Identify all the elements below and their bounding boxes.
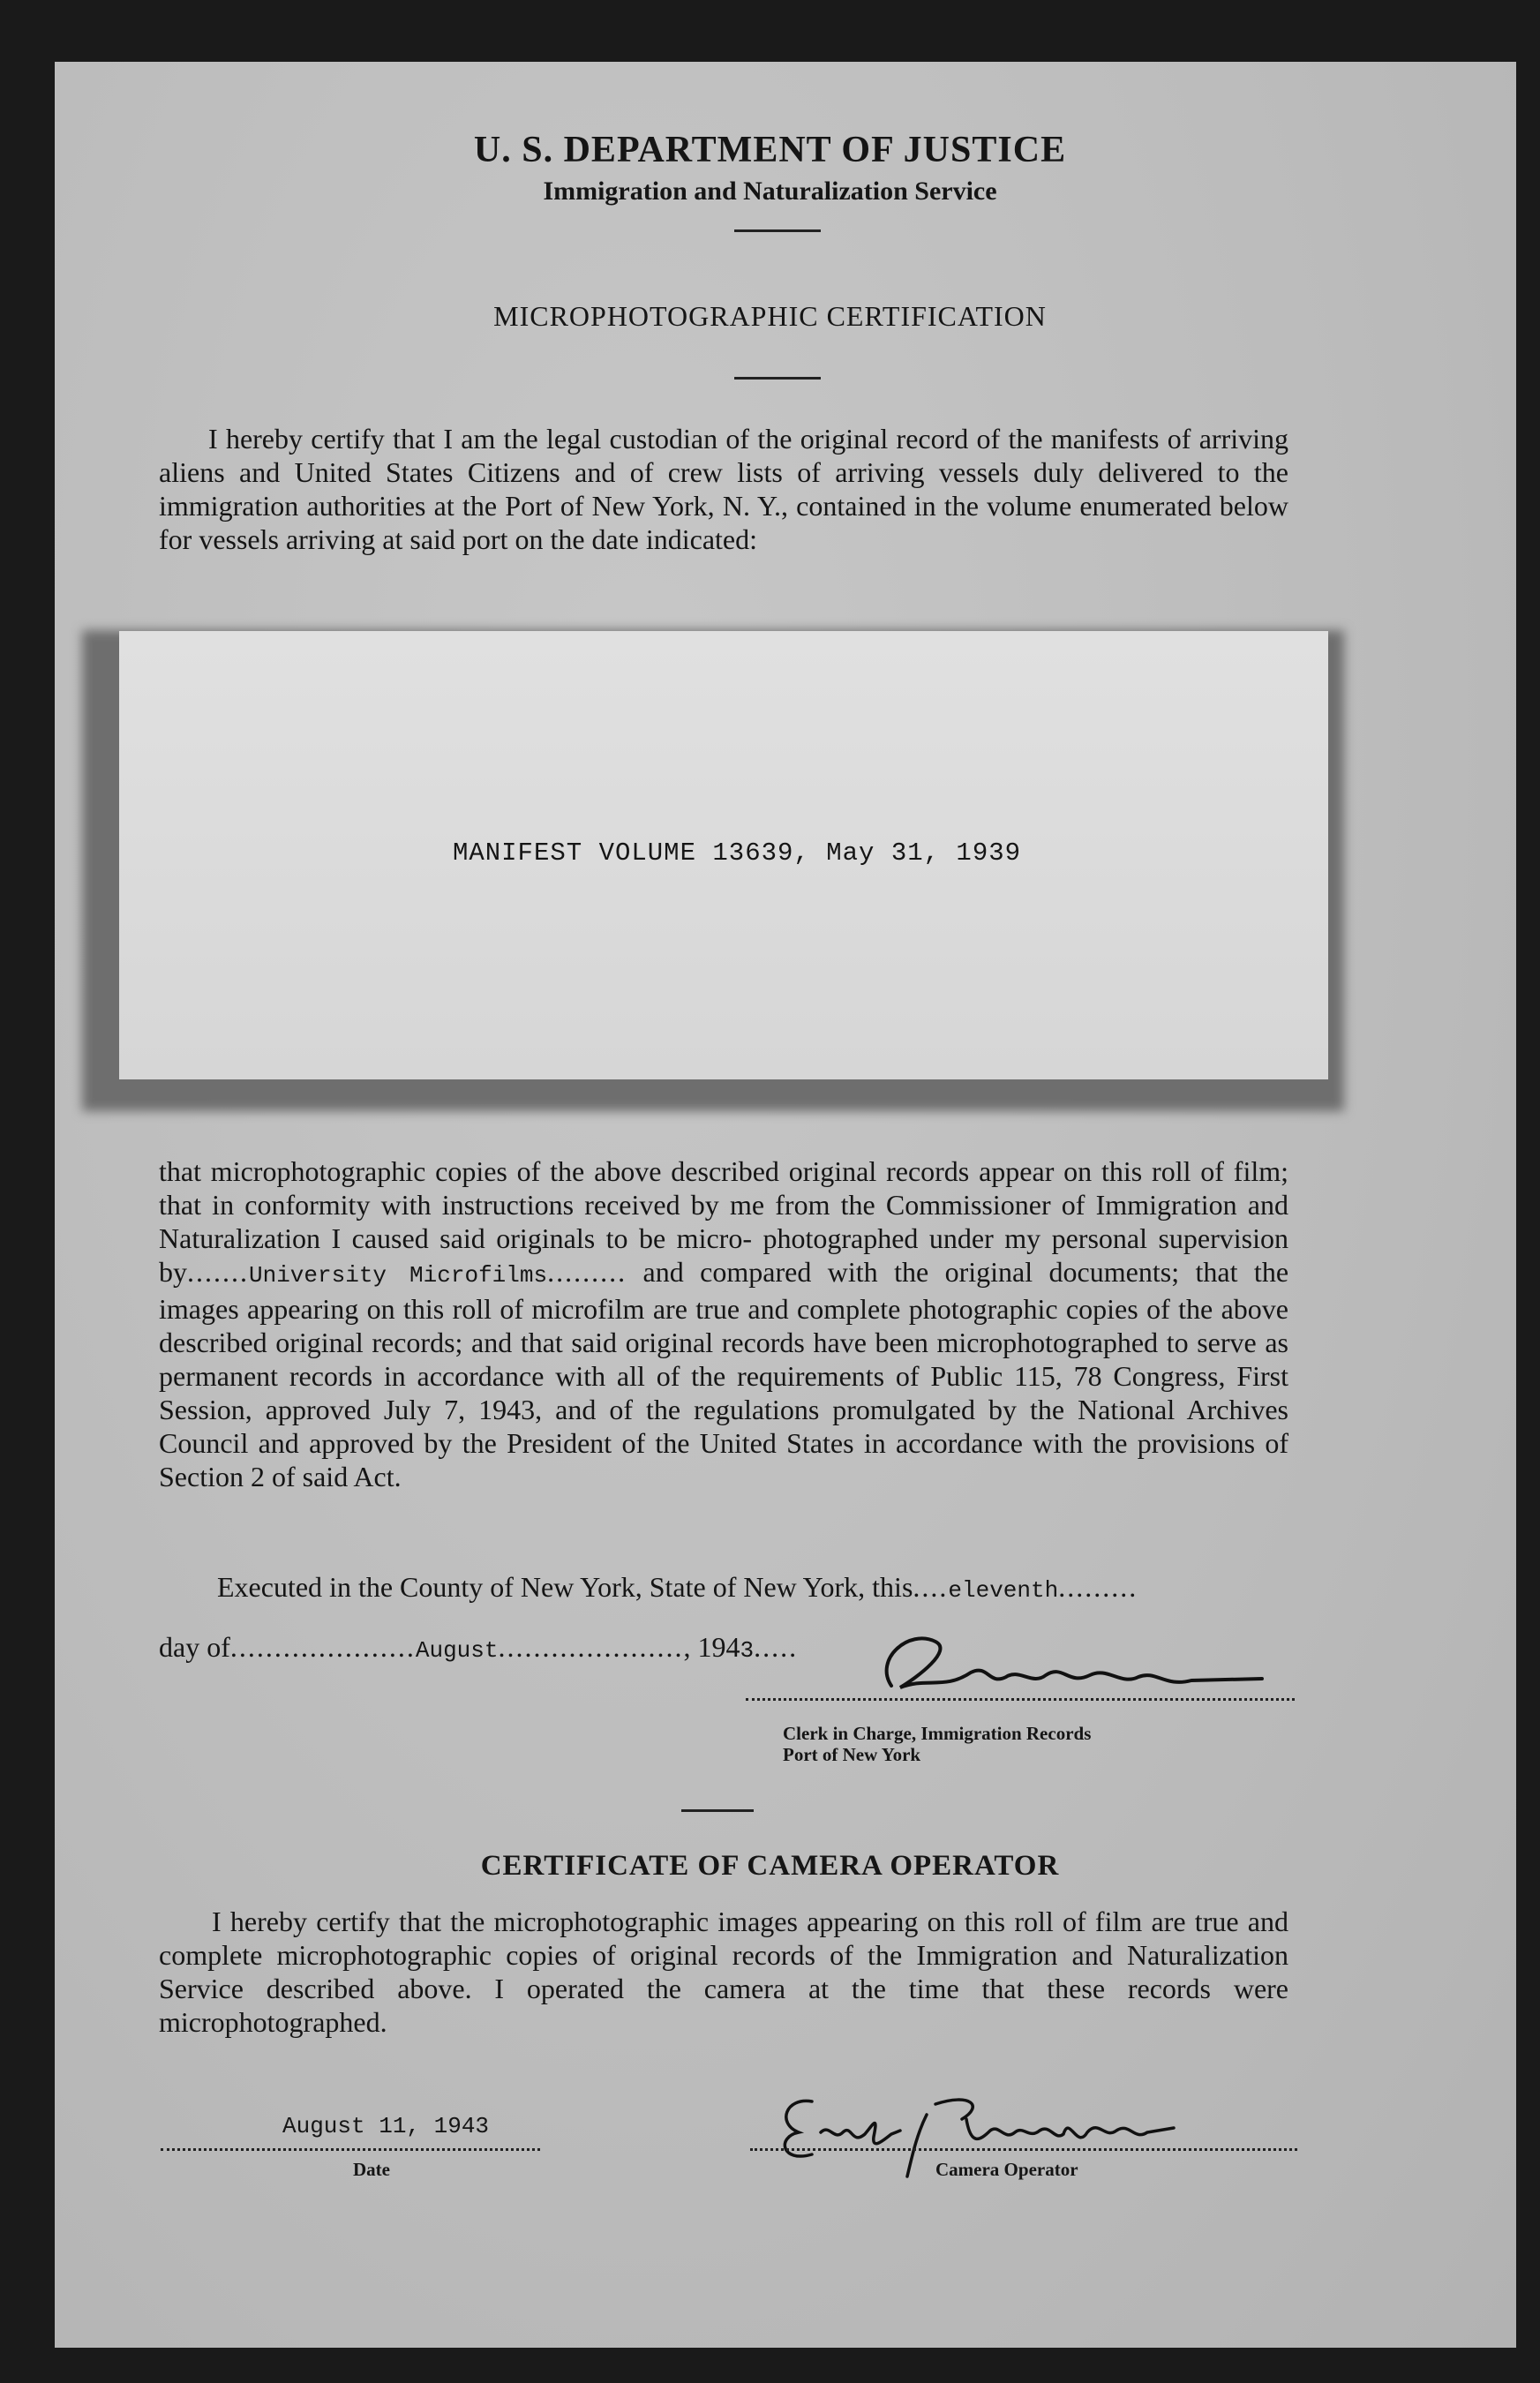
service-subheading: Immigration and Naturalization Service: [543, 177, 997, 206]
para2-line: photographed under my personal supervision by.......University Microfilms.........: [159, 1222, 1289, 1289]
year-prefix: , 194: [683, 1631, 740, 1663]
camera-operator-title: CERTIFICATE OF CAMERA OPERATOR: [480, 1850, 1060, 1882]
clerk-title-line1: Clerk in Charge, Immigration Records: [783, 1723, 1092, 1744]
microphotograph-paragraph: [159, 1154, 1288, 1493]
executed-prefix: Executed in the County of New York, State of New York, this: [217, 1571, 913, 1603]
custodian-paragraph: I hereby certify that I am the legal custodian of the original record of the manifests of arriving aliens and United States Citizens and of crew lists of arriving vessels duly delivered to the immigration authorities at the Port of New York, N. Y., contained in the volume enumerated below for vessels arriving at said port on the date indicated:: [159, 423, 1288, 555]
executed-day-field: eleventh: [948, 1577, 1059, 1604]
divider-middle: [734, 377, 821, 380]
microfilm-company-field: University Microfilms: [249, 1262, 548, 1289]
manifest-slip: [119, 631, 1328, 1079]
clerk-signature-line: [746, 1698, 1295, 1701]
camera-operator-paragraph: I hereby certify that the microphotographic images appearing on this roll of film are true and complete microphotographic copies of original records of the Immigration and Naturalization Service described above. I operated the camera at the time that these records were microphotographed.: [159, 1906, 1288, 2038]
date-value: August 11, 1943: [282, 2113, 490, 2139]
para2-line-prefix: photographed under my personal supervision by: [159, 1222, 1289, 1288]
department-heading: U. S. DEPARTMENT OF JUSTICE: [473, 130, 1067, 170]
year-digit-field: 3: [740, 1637, 755, 1664]
day-of-line: day of.....................August....................., 1943.....: [159, 1631, 799, 1664]
day-of-label: day of: [159, 1631, 230, 1663]
divider-top: [734, 229, 821, 232]
camera-operator-line: [750, 2148, 1297, 2151]
clerk-title-line2: Port of New York: [783, 1744, 921, 1765]
para2-rest: and compared with the original documents; that the images appearing on this roll of microfilm are true and complete photographic copies of the above described original records; and that said original records have been microphotographed to serve as permanent records in accordance with all of the requirements of Public 115, 78 Congress, First Session, approved July 7, 1943, and of the regulations promulgated by the National Archives Council and approved by the President of the United States in accordance with the provisions of Section 2 of said Act.: [159, 1256, 1289, 1492]
para2-start: that microphotographic copies of the above described original records appear on this roll of film; that in conformity with instructions received by me from the Commissioner of Immigration and Naturalization I caused said originals to be micro-: [159, 1155, 1288, 1254]
camera-operator-label: Camera Operator: [935, 2159, 1078, 2180]
certification-title: MICROPHOTOGRAPHIC CERTIFICATION: [493, 300, 1047, 332]
clerk-signature: [856, 1624, 1271, 1703]
divider-bottom: [681, 1809, 754, 1812]
date-label: Date: [353, 2159, 390, 2180]
month-field: August: [415, 1637, 499, 1664]
date-line: [161, 2148, 540, 2151]
executed-line: Executed in the County of New York, State of New York, this....eleventh.........: [217, 1571, 1138, 1604]
manifest-volume-text: MANIFEST VOLUME 13639, May 31, 1939: [452, 838, 1022, 868]
clerk-title: [783, 1723, 1091, 1765]
